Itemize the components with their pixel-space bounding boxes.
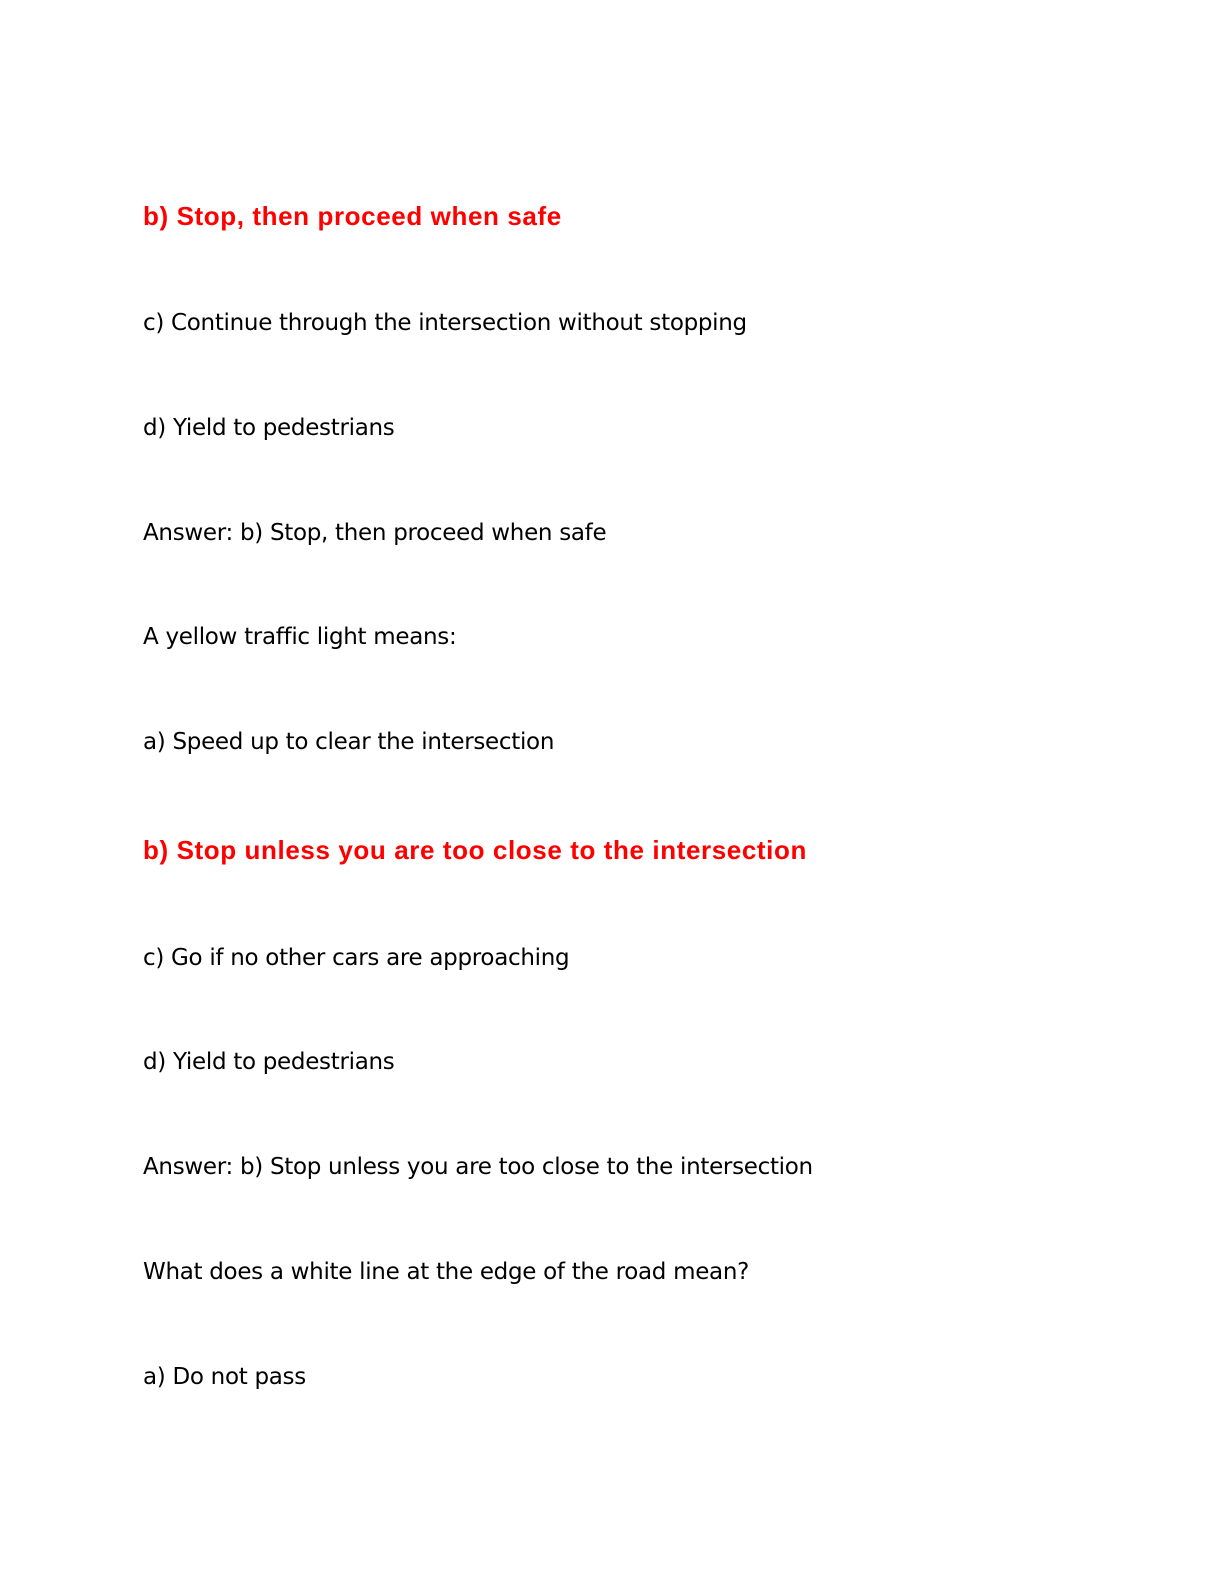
option-d: d) Yield to pedestrians: [143, 1049, 395, 1075]
option-c: c) Continue through the intersection without stopping: [143, 310, 747, 336]
option-c: c) Go if no other cars are approaching: [143, 945, 570, 971]
option-b-highlighted: b) Stop, then proceed when safe: [143, 201, 562, 231]
answer-line: Answer: b) Stop, then proceed when safe: [143, 520, 607, 546]
option-a: a) Speed up to clear the intersection: [143, 729, 555, 755]
question-line: What does a white line at the edge of the road mean?: [143, 1259, 750, 1285]
question-line: A yellow traffic light means:: [143, 624, 457, 650]
option-d: d) Yield to pedestrians: [143, 415, 395, 441]
answer-line: Answer: b) Stop unless you are too close to the intersection: [143, 1154, 813, 1180]
option-b-highlighted: b) Stop unless you are too close to the intersection: [143, 835, 807, 865]
option-a: a) Do not pass: [143, 1364, 306, 1390]
